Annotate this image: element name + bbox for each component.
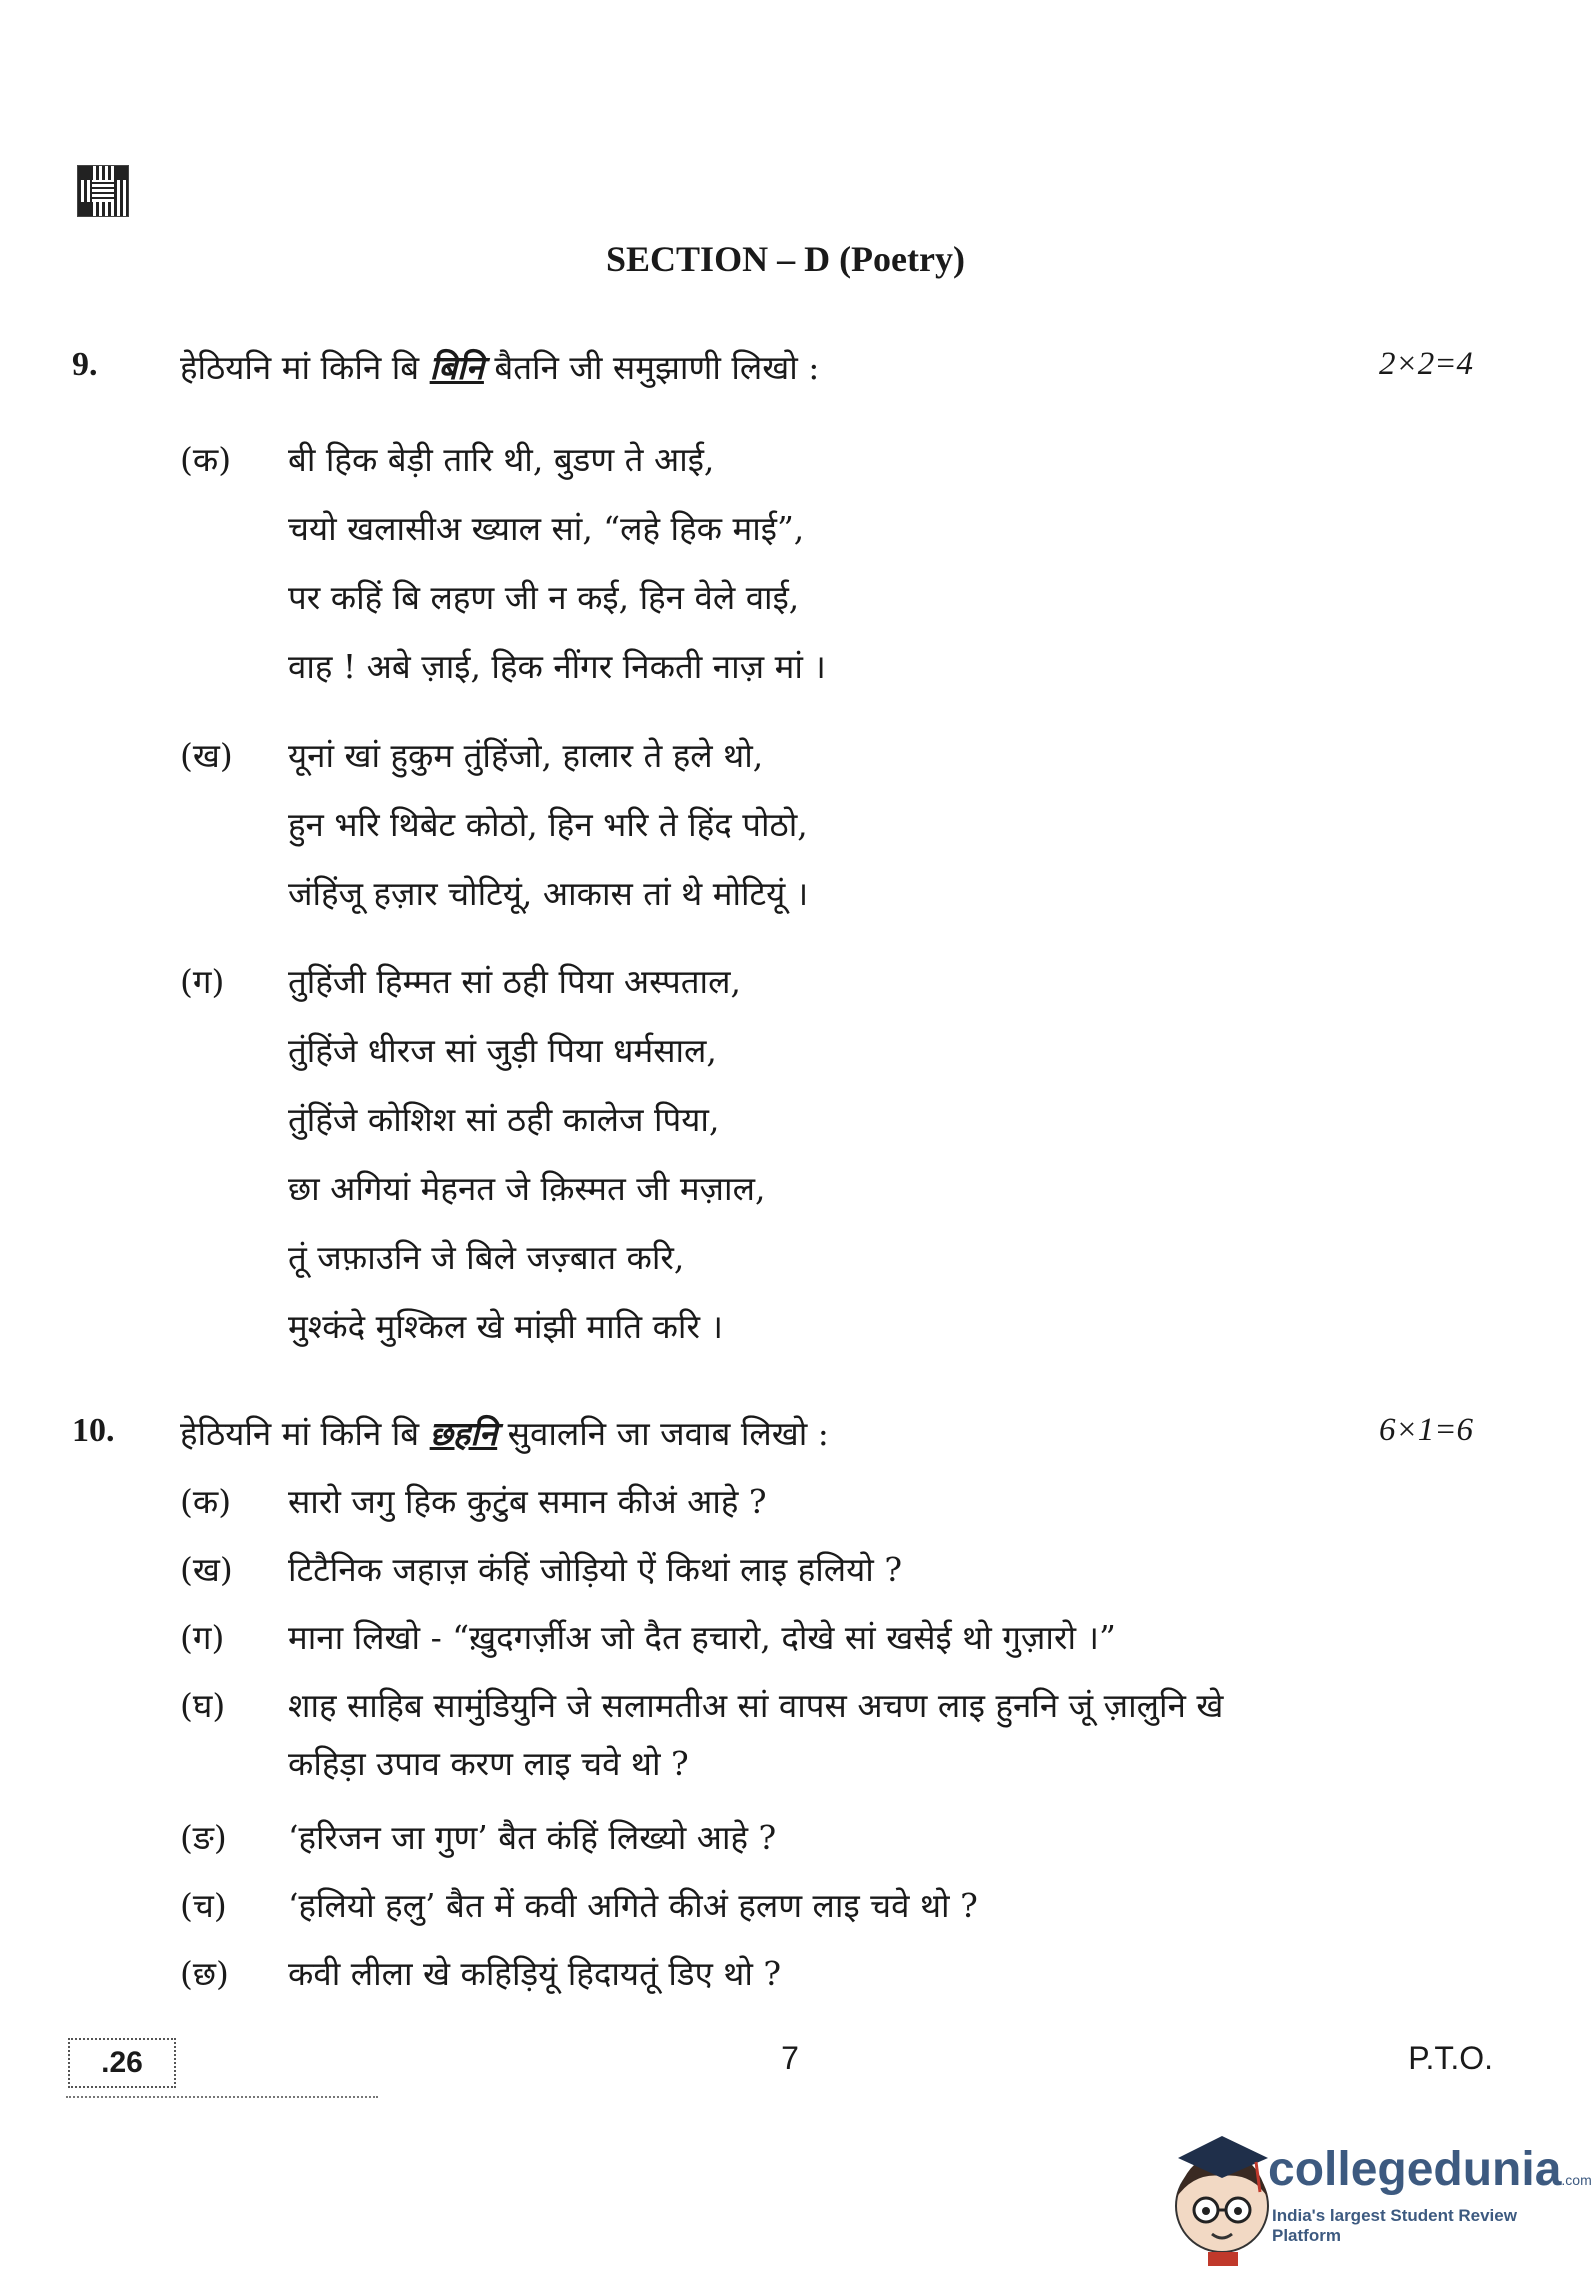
q10-part-gha-line-2: कहिड़ा उपाव करण लाइ चवे थो ?	[288, 1744, 689, 1783]
q10-part-ga-text: माना लिखो - “ख़ुदगर्ज़ीअ जो दैत हचारो, दोखे सां खसेई थो गुज़ारो ।”	[288, 1618, 1116, 1657]
q9-part-ga-line-2: तुंहिंजे धीरज सां जुड़ी पिया धर्मसाल,	[288, 1031, 717, 1070]
q9-part-kha-line-1: यूनां खां हुकुम तुंहिंजो, हालार ते हले थो,	[288, 736, 764, 775]
page-code: .26	[101, 2046, 143, 2079]
question-10-marks: 6×1=6	[1378, 1412, 1473, 1448]
brand-suffix: .com	[1561, 2172, 1592, 2188]
question-10-prompt-emphasis: छहनि	[429, 1414, 498, 1453]
question-9-prompt	[180, 344, 819, 389]
q10-part-chha-label: (छ)	[180, 1954, 229, 1993]
q9-part-ga-label: (ग)	[180, 962, 225, 1001]
q9-part-ga-line-3: तुंहिंजे कोशिश सां ठही कालेज पिया,	[288, 1100, 720, 1139]
question-9-marks: 2×2=4	[1378, 346, 1473, 382]
question-10-prompt-before: हेठियनि मां किनि बि	[180, 1414, 430, 1453]
q9-part-ga-line-4: छा अगियां मेहनत जे क़िस्मत जी मज़ाल,	[288, 1169, 766, 1208]
question-9-number: 9.	[72, 346, 98, 383]
q9-part-ga-line-5: तूं जफ़ाउनि जे बिले जज़्बात करि,	[288, 1238, 685, 1277]
section-title: SECTION – D (Poetry)	[606, 239, 965, 279]
q9-part-ka-line-4: वाह ! अबे ज़ाई, हिक नींगर निकती नाज़ मां ।	[288, 647, 826, 686]
pto-label: P.T.O.	[1408, 2040, 1493, 2076]
q10-part-kha-text: टिटैनिक जहाज़ कंहिं जोड़ियो ऐं किथां लाइ हलियो ?	[288, 1550, 903, 1589]
q10-part-kha-label: (ख)	[180, 1550, 233, 1589]
q9-part-ka-line-3: पर कहिं बि लहण जी न कई, हिन वेले वाई,	[288, 578, 800, 617]
q10-part-ka-label: (क)	[180, 1482, 232, 1521]
brand-tagline: India's largest Student Review Platform	[1272, 2206, 1517, 2245]
question-10-number: 10.	[72, 1412, 115, 1449]
page-code-box	[68, 2038, 176, 2088]
question-9-prompt-emphasis: बिनि	[429, 348, 484, 387]
q10-part-chha-text: कवी लीला खे कहिड़ियूं हिदायतूं डिए थो ?	[288, 1954, 782, 1993]
q10-part-gha-label: (घ)	[180, 1686, 226, 1725]
brand-name-text: collegedunia	[1268, 2143, 1562, 2196]
q9-part-ka-line-1: बी हिक बेड़ी तारि थी, बुडण ते आई,	[288, 440, 715, 479]
question-9-prompt-after: बैतनि जी समुझाणी लिखो :	[483, 348, 820, 387]
q9-part-ka-line-2: चयो खलासीअ ख्याल सां, “लहे हिक माई”,	[288, 509, 805, 548]
q9-part-ga-line-1: तुहिंजी हिम्मत सां ठही पिया अस्पताल,	[288, 962, 741, 1001]
question-10-prompt	[180, 1410, 829, 1455]
q10-part-nga-text: ‘हरिजन जा गुण’ बैत कंहिं लिख्यो आहे ?	[288, 1818, 777, 1857]
q9-part-ga-line-6: मुश्कंदे मुश्किल खे मांझी माति करि ।	[288, 1307, 723, 1346]
question-9-prompt-before: हेठियनि मां किनि बि	[180, 348, 430, 387]
q10-part-ka-text: सारो जगु हिक कुटुंब समान कीअं आहे ?	[288, 1482, 767, 1521]
q10-part-cha-text: ‘हलियो हलु’ बैत में कवी अगिते कीअं हलण लाइ चवे थो ?	[288, 1886, 978, 1925]
page-code-rule	[66, 2096, 378, 2098]
q10-part-cha-label: (च)	[180, 1886, 227, 1925]
q9-part-kha-line-3: जंहिंजू हज़ार चोटियूं, आकास तां थे मोटियूं ।	[288, 874, 809, 913]
page-number: 7	[781, 2040, 799, 2076]
qr-code	[78, 166, 128, 216]
question-10-prompt-after: सुवालनि जा जवाब लिखो :	[497, 1414, 829, 1453]
q10-part-ga-label: (ग)	[180, 1618, 225, 1657]
q10-part-nga-label: (ङ)	[180, 1818, 227, 1857]
q9-part-kha-label: (ख)	[180, 736, 233, 775]
q9-part-ka-label: (क)	[180, 440, 232, 479]
brand-name	[1268, 2142, 1592, 2197]
q9-part-kha-line-2: हुन भरि थिबेट कोठो, हिन भरि ते हिंद पोठो,	[288, 805, 808, 844]
q10-part-gha-line-1: शाह साहिब सामुंडियुनि जे सलामतीअ सां वापस अचण लाइ हुननि जूं ज़ालुनि खे	[288, 1686, 1224, 1725]
